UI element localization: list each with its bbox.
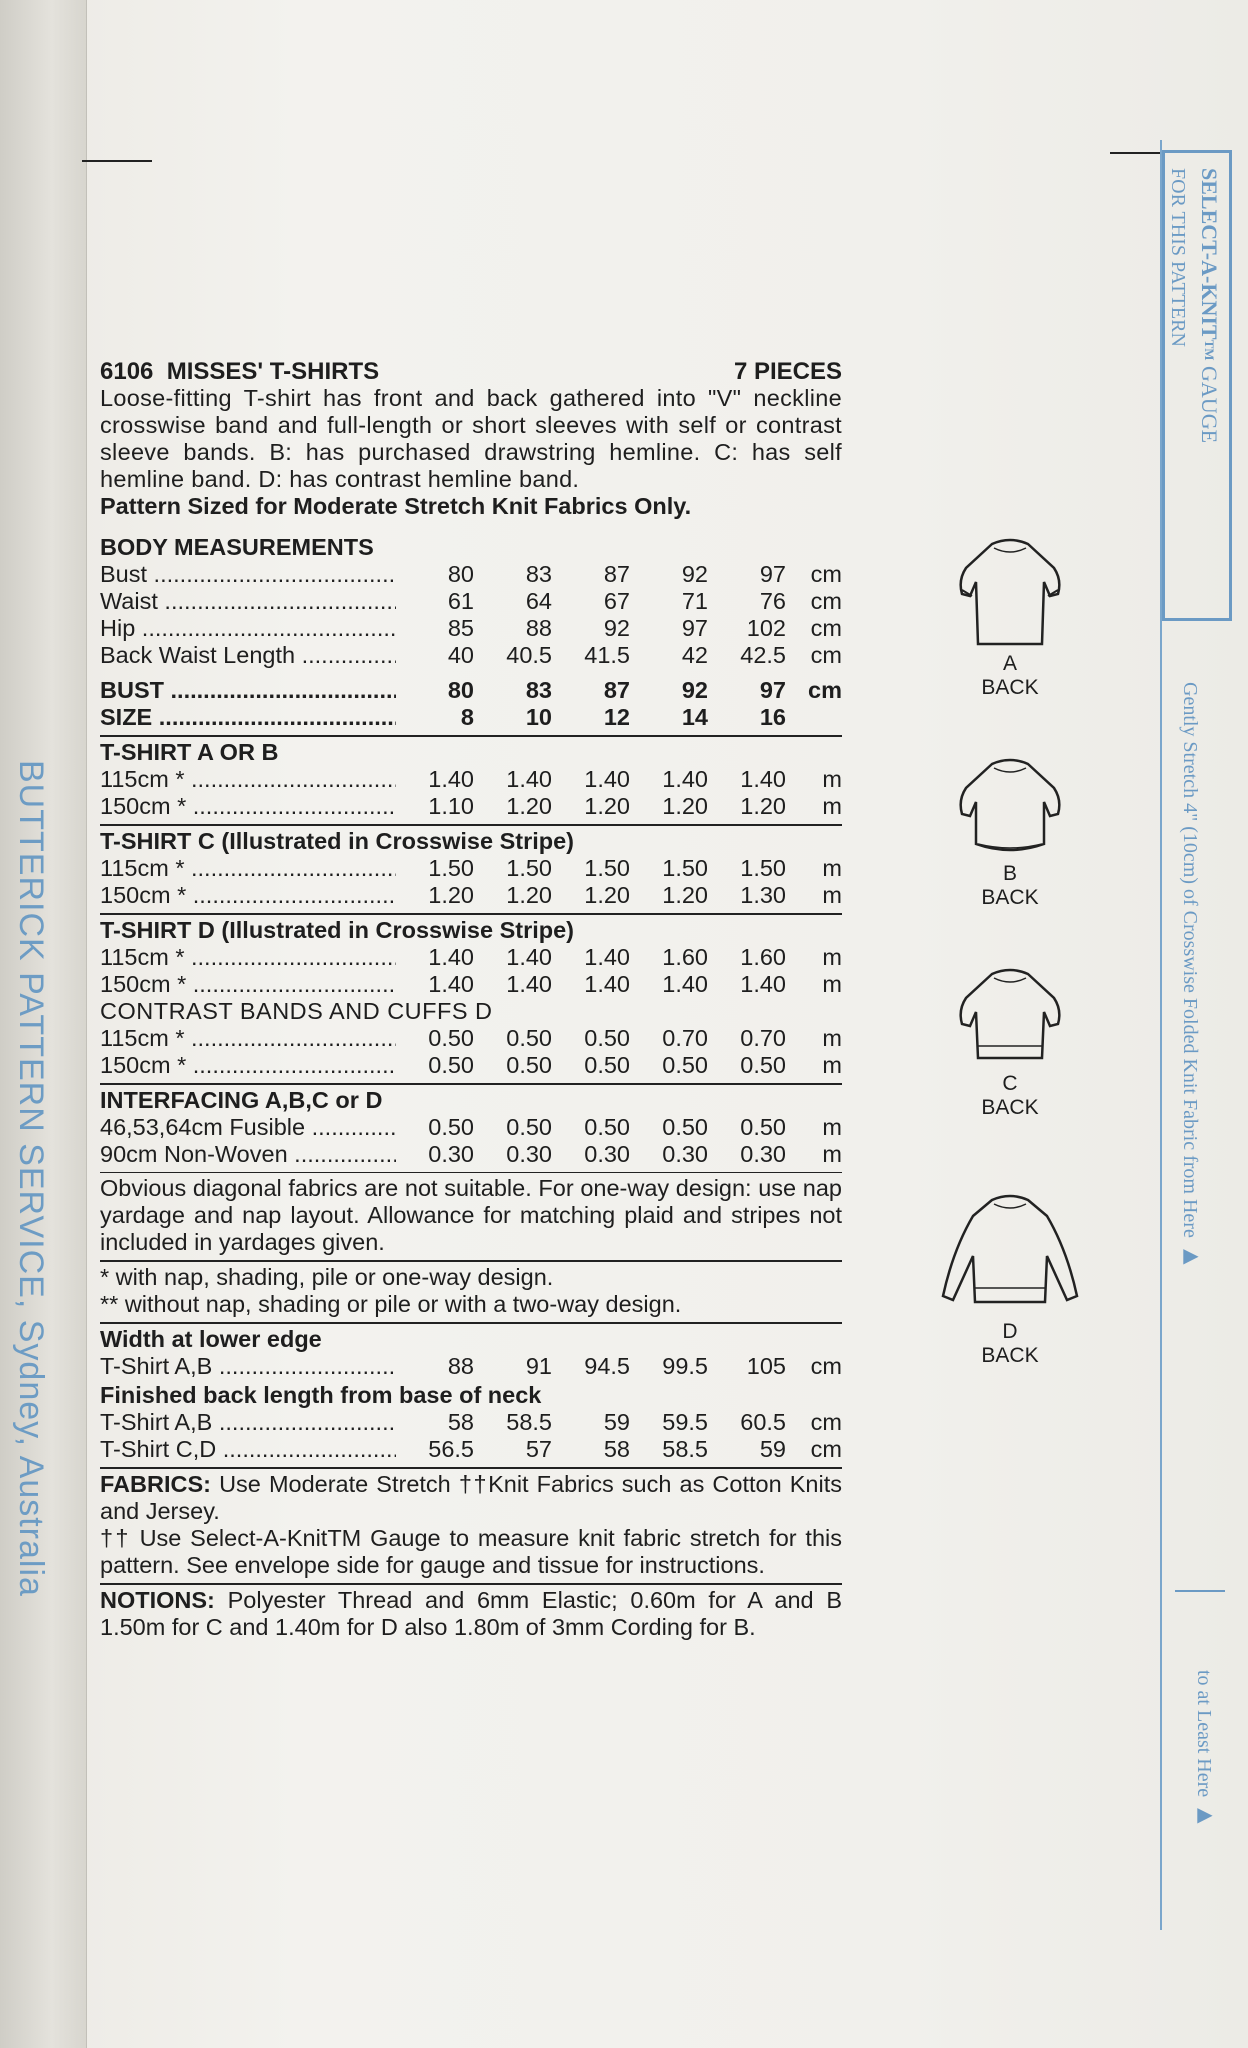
figure-a-letter: A (1002, 652, 1017, 675)
row-value: 1.30 (740, 882, 786, 908)
row-value: 1.20 (662, 882, 708, 908)
back-length-title: Finished back length from base of neck (100, 1382, 542, 1408)
figure-b (940, 752, 1080, 910)
row-label: 90cm Non-Woven ..... (100, 1141, 396, 1168)
figure-c-letter: C (1002, 1072, 1018, 1095)
gauge-instruction-end: to at Least Here ▶ (1193, 1670, 1215, 1827)
row-value: 0.50 (740, 1114, 786, 1140)
row-value: 87 (603, 561, 630, 587)
row-unit: m (822, 971, 842, 997)
divider (100, 1083, 842, 1085)
row-value: 1.10 (428, 793, 474, 819)
row-unit: m (822, 944, 842, 970)
row-label: 150cm * ..... (100, 1052, 396, 1079)
row-value: 1.40 (662, 971, 708, 997)
row-value: 64 (525, 588, 552, 614)
tshirt-c-back-sketch (950, 962, 1070, 1072)
row-value: 60.5 (740, 1409, 786, 1435)
row-value: 1.50 (506, 855, 552, 881)
gauge-title-rest: GAUGE (1197, 360, 1222, 444)
pattern-description: Loose-fitting T-shirt has front and back gathered into "V" neckline crosswise band and full-length or short sleeves with self or contrast sleeve bands. B: has purchased drawstring hemline. C: has self hemline band. D: has contrast hemline band. (100, 385, 842, 492)
row-label: T-Shirt C,D ..... (100, 1436, 396, 1463)
width-lower-table (100, 1353, 842, 1380)
row-label: 115cm * ..... (100, 855, 396, 882)
row-value: 97 (681, 615, 708, 641)
table-row (100, 561, 842, 588)
table-row (100, 1409, 842, 1436)
gauge-subtitle: FOR THIS PATTERN (1167, 168, 1189, 347)
trim-mark (82, 160, 152, 162)
row-value: 1.40 (506, 944, 552, 970)
row-label: 46,53,64cm Fusible ..... (100, 1114, 396, 1141)
row-value: 67 (603, 588, 630, 614)
row-value: 105 (746, 1353, 786, 1379)
figure-d-letter: D (1002, 1320, 1018, 1343)
row-value: 0.50 (662, 1114, 708, 1140)
figure-d (925, 1190, 1095, 1368)
row-label: 150cm * ..... (100, 882, 396, 909)
figure-c (940, 962, 1080, 1120)
row-label: 115cm * ..... (100, 766, 396, 793)
figure-a (940, 532, 1080, 700)
row-label: Hip ..... (100, 615, 396, 642)
row-value: 0.30 (428, 1141, 474, 1167)
sized-note: Pattern Sized for Moderate Stretch Knit Fabrics Only. (100, 493, 692, 519)
tshirt-ab-table (100, 766, 842, 820)
row-value: 92 (603, 615, 630, 641)
nap-note-2: ** without nap, shading or pile or with a two-way design. (100, 1291, 682, 1317)
row-unit: m (822, 1025, 842, 1051)
row-value: 83 (525, 561, 552, 587)
gauge-instruction-start: Gently Stretch 4" (10cm) of Crosswise Folded Knit Fabric from Here ▶ (1179, 682, 1201, 1267)
row-unit: cm (810, 642, 842, 668)
row-unit: cm (808, 677, 842, 703)
row-label: T-Shirt A,B ..... (100, 1353, 396, 1380)
table-row (100, 677, 842, 704)
divider (100, 1467, 842, 1469)
row-value: 94.5 (584, 1353, 630, 1379)
row-value: 83 (525, 677, 552, 703)
row-unit: cm (810, 561, 842, 587)
row-label: 150cm * ..... (100, 793, 396, 820)
row-value: 71 (681, 588, 708, 614)
width-lower-title: Width at lower edge (100, 1326, 322, 1352)
table-row (100, 642, 842, 669)
row-value: 0.50 (506, 1025, 552, 1051)
row-value: 1.20 (740, 793, 786, 819)
row-value: 87 (603, 677, 630, 703)
row-value: 1.20 (584, 793, 630, 819)
row-value: 0.50 (506, 1052, 552, 1078)
table-row (100, 1052, 842, 1079)
row-value: 1.60 (662, 944, 708, 970)
row-value: 61 (447, 588, 474, 614)
row-unit: cm (810, 615, 842, 641)
row-label: Back Waist Length ..... (100, 642, 396, 669)
pattern-number: 6106 (100, 358, 154, 385)
row-value: 88 (447, 1353, 474, 1379)
row-value: 1.40 (584, 766, 630, 792)
figure-a-caption: BACK (981, 676, 1039, 699)
row-value: 80 (447, 561, 474, 587)
row-value: 0.70 (740, 1025, 786, 1051)
row-value: 58 (603, 1436, 630, 1462)
table-row (100, 944, 842, 971)
row-label: SIZE ..... (100, 704, 396, 731)
row-value: 59 (603, 1409, 630, 1435)
tshirt-b-back-sketch (950, 752, 1070, 862)
table-row (100, 1114, 842, 1141)
row-value: 99.5 (662, 1353, 708, 1379)
tshirt-d-title: T-SHIRT D (Illustrated in Crosswise Stripe) (100, 917, 574, 943)
figure-c-caption: BACK (981, 1096, 1039, 1119)
row-unit: cm (810, 1436, 842, 1462)
table-row (100, 793, 842, 820)
row-unit: m (822, 766, 842, 792)
row-value: 1.40 (584, 944, 630, 970)
row-value: 0.50 (428, 1025, 474, 1051)
row-value: 1.40 (428, 766, 474, 792)
row-value: 1.20 (506, 882, 552, 908)
row-value: 0.50 (584, 1114, 630, 1140)
row-value: 76 (759, 588, 786, 614)
row-value: 1.50 (428, 855, 474, 881)
table-row (100, 882, 842, 909)
publisher-side-text: BUTTERICK PATTERN SERVICE, Sydney, Australia (12, 760, 50, 1597)
row-value: 58 (447, 1409, 474, 1435)
row-value: 10 (525, 704, 552, 730)
row-value: 59.5 (662, 1409, 708, 1435)
row-value: 1.40 (506, 766, 552, 792)
tshirt-d-table (100, 944, 842, 998)
table-row (100, 1353, 842, 1380)
row-value: 57 (525, 1436, 552, 1462)
row-value: 1.50 (740, 855, 786, 881)
table-row (100, 1141, 842, 1168)
divider (100, 1260, 842, 1262)
row-value: 42.5 (740, 642, 786, 668)
row-value: 56.5 (428, 1436, 474, 1462)
row-value: 92 (681, 677, 708, 703)
row-value: 1.40 (740, 971, 786, 997)
row-value: 97 (759, 561, 786, 587)
row-value: 14 (681, 704, 708, 730)
row-value: 0.30 (740, 1141, 786, 1167)
tshirt-c-title: T-SHIRT C (Illustrated in Crosswise Stripe) (100, 828, 574, 854)
row-value: 0.50 (584, 1025, 630, 1051)
row-label: 115cm * ..... (100, 1025, 396, 1052)
pattern-pieces: 7 PIECES (733, 358, 842, 385)
divider (100, 824, 842, 826)
row-unit: m (822, 793, 842, 819)
row-value: 1.20 (662, 793, 708, 819)
divider (100, 1172, 842, 1173)
table-row (100, 766, 842, 793)
fabrics-note (100, 1471, 842, 1525)
figure-d-caption: BACK (981, 1344, 1039, 1367)
row-value: 40 (447, 642, 474, 668)
pattern-name: MISSES' T-SHIRTS (166, 358, 380, 385)
row-value: 0.50 (662, 1052, 708, 1078)
row-value: 1.20 (584, 882, 630, 908)
row-value: 1.50 (662, 855, 708, 881)
trim-mark (1110, 152, 1160, 154)
nap-note-1: * with nap, shading, pile or one-way design. (100, 1264, 554, 1290)
row-value: 42 (681, 642, 708, 668)
table-row (100, 588, 842, 615)
divider (100, 1322, 842, 1324)
row-unit: cm (810, 1353, 842, 1379)
row-unit: m (822, 882, 842, 908)
row-value: 12 (603, 704, 630, 730)
spacer (100, 520, 842, 532)
row-value: 1.60 (740, 944, 786, 970)
figure-b-caption: BACK (981, 886, 1039, 909)
table-row (100, 1025, 842, 1052)
pattern-info (100, 358, 842, 1641)
pattern-header (100, 358, 842, 385)
gauge-note: †† Use Select-A-KnitTM Gauge to measure knit fabric stretch for this pattern. See envelope side for gauge and tissue for instructions. (100, 1525, 842, 1578)
interfacing-table (100, 1114, 842, 1168)
table-row (100, 971, 842, 998)
row-value: 91 (525, 1353, 552, 1379)
row-label: 150cm * ..... (100, 971, 396, 998)
row-value: 0.30 (584, 1141, 630, 1167)
gauge-title-bold: SELECT-A-KNIT (1197, 168, 1222, 340)
row-label: Waist ..... (100, 588, 396, 615)
row-value: 0.30 (662, 1141, 708, 1167)
row-value: 0.50 (506, 1114, 552, 1140)
row-value: 92 (681, 561, 708, 587)
row-value: 0.50 (740, 1052, 786, 1078)
tshirt-c-table (100, 855, 842, 909)
row-value: 80 (447, 677, 474, 703)
spacer (100, 669, 842, 677)
row-value: 59 (759, 1436, 786, 1462)
row-value: 58.5 (506, 1409, 552, 1435)
table-row (100, 704, 842, 731)
row-unit: cm (810, 588, 842, 614)
divider (100, 1583, 842, 1585)
row-value: 40.5 (506, 642, 552, 668)
tshirt-d-back-sketch (935, 1190, 1085, 1320)
row-value: 1.40 (506, 971, 552, 997)
notions-text: Polyester Thread and 6mm Elastic; 0.60m for A and B 1.50m for C and 1.40m for D also 1.80m of 3mm Cording for B. (100, 1587, 842, 1640)
row-value: 1.40 (662, 766, 708, 792)
row-value: 1.40 (584, 971, 630, 997)
row-value: 0.50 (428, 1114, 474, 1140)
diagonal-note: Obvious diagonal fabrics are not suitable. For one-way design: use nap yardage and nap layout. Allowance for matching plaid and stripes not included in yardages given. (100, 1175, 842, 1255)
row-value: 8 (460, 704, 474, 730)
row-value: 88 (525, 615, 552, 641)
row-value: 1.40 (428, 971, 474, 997)
tshirt-ab-title: T-SHIRT A OR B (100, 739, 279, 765)
row-value: 0.30 (506, 1141, 552, 1167)
row-value: 1.20 (428, 882, 474, 908)
figure-b-letter: B (1002, 862, 1017, 885)
row-unit: m (822, 1114, 842, 1140)
body-measurements-table (100, 561, 842, 669)
row-value: 85 (447, 615, 474, 641)
gauge-title (1196, 168, 1222, 443)
table-row (100, 615, 842, 642)
contrast-title: CONTRAST BANDS AND CUFFS D (100, 998, 493, 1024)
row-value: 0.50 (584, 1052, 630, 1078)
row-value: 0.50 (428, 1052, 474, 1078)
row-unit: m (822, 855, 842, 881)
row-value: 58.5 (662, 1436, 708, 1462)
body-measurements-title: BODY MEASUREMENTS (100, 534, 374, 560)
row-label: T-Shirt A,B ..... (100, 1409, 396, 1436)
back-length-table (100, 1409, 842, 1463)
row-label: 115cm * ..... (100, 944, 396, 971)
row-value: 0.70 (662, 1025, 708, 1051)
row-label: Bust ..... (100, 561, 396, 588)
row-value: 1.40 (740, 766, 786, 792)
row-unit: cm (810, 1409, 842, 1435)
row-value: 16 (759, 704, 786, 730)
interfacing-title: INTERFACING A,B,C or D (100, 1087, 383, 1113)
notions-note (100, 1587, 842, 1641)
row-value: 102 (746, 615, 786, 641)
divider (100, 735, 842, 737)
fabrics-label: FABRICS: (100, 1471, 211, 1497)
row-unit: m (822, 1141, 842, 1167)
tshirt-a-back-sketch (950, 532, 1070, 652)
table-row (100, 1436, 842, 1463)
row-label: BUST ..... (100, 677, 396, 704)
row-value: 41.5 (584, 642, 630, 668)
row-value: 1.50 (584, 855, 630, 881)
contrast-table (100, 1025, 842, 1079)
row-value: 97 (759, 677, 786, 703)
size-table (100, 677, 842, 731)
pattern-title (100, 358, 379, 385)
row-value: 1.40 (428, 944, 474, 970)
gauge-divider (1175, 1590, 1225, 1592)
table-row (100, 855, 842, 882)
row-unit: m (822, 1052, 842, 1078)
notions-label: NOTIONS: (100, 1587, 215, 1613)
gauge-title-tm: TM (1202, 339, 1217, 361)
divider (100, 913, 842, 915)
fabrics-text: Use Moderate Stretch ††Knit Fabrics such as Cotton Knits and Jersey. (100, 1471, 842, 1524)
row-value: 1.20 (506, 793, 552, 819)
